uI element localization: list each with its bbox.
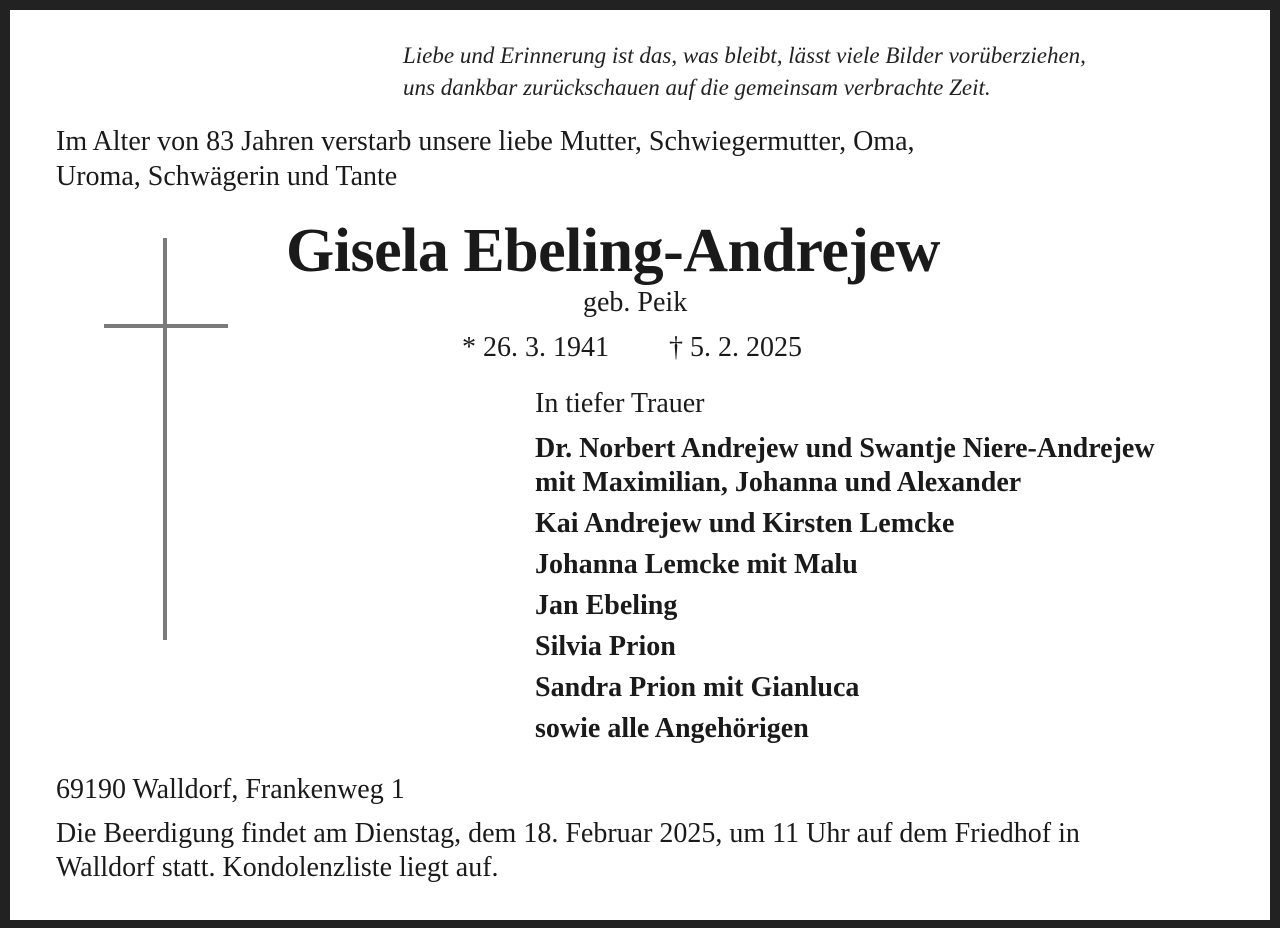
death-date: † 5. 2. 2025: [669, 332, 802, 363]
mourner-entry: [535, 432, 1255, 500]
mourner-line: Sandra Prion mit Gianluca: [535, 672, 860, 703]
funeral-line-1: Die Beerdigung findet am Dienstag, dem 18. Februar 2025, um 11 Uhr auf dem Friedhof in: [56, 818, 1080, 849]
mourning-heading: In tiefer Trauer: [535, 388, 705, 419]
intro-text: [56, 124, 1056, 194]
mourners-list: [535, 432, 1255, 753]
mourner-line: sowie alle Angehörigen: [535, 713, 809, 744]
mourner-entry: [535, 589, 1255, 623]
mourner-line: Johanna Lemcke mit Malu: [535, 549, 858, 580]
obituary-notice: [10, 10, 1270, 920]
quote-line-2: uns dankbar zurückschauen auf die gemeinsam verbrachte Zeit.: [403, 75, 991, 100]
mourner-entry: [535, 630, 1255, 664]
epigraph-quote: [403, 40, 1253, 104]
intro-line-2: Uroma, Schwägerin und Tante: [56, 161, 398, 192]
birth-date: * 26. 3. 1941: [462, 332, 609, 363]
mourner-entry: [535, 548, 1255, 582]
family-address: 69190 Walldorf, Frankenweg 1: [56, 774, 405, 805]
mourner-entry: [535, 671, 1255, 705]
mourner-line: mit Maximilian, Johanna und Alexander: [535, 467, 1022, 498]
life-dates: [462, 331, 802, 365]
funeral-line-2: Walldorf statt. Kondolenzliste liegt auf.: [56, 852, 499, 883]
mourner-line: Kai Andrejew und Kirsten Lemcke: [535, 508, 955, 539]
funeral-info: [56, 817, 1236, 885]
cross-icon: [104, 238, 228, 642]
mourner-line: Dr. Norbert Andrejew und Swantje Niere-Andrejew: [535, 433, 1155, 464]
intro-line-1: Im Alter von 83 Jahren verstarb unsere liebe Mutter, Schwiegermutter, Oma,: [56, 126, 915, 157]
deceased-name: Gisela Ebeling-Andrejew: [286, 217, 940, 285]
mourner-line: Jan Ebeling: [535, 590, 678, 621]
mourner-line: Silvia Prion: [535, 631, 676, 662]
cross-vertical-bar: [163, 238, 167, 640]
quote-line-1: Liebe und Erinnerung ist das, was bleibt, lässt viele Bilder vorüberziehen,: [403, 43, 1086, 68]
cross-horizontal-bar: [104, 324, 228, 328]
mourner-entry: [535, 507, 1255, 541]
mourner-entry: [535, 712, 1255, 746]
maiden-name: geb. Peik: [583, 287, 688, 318]
